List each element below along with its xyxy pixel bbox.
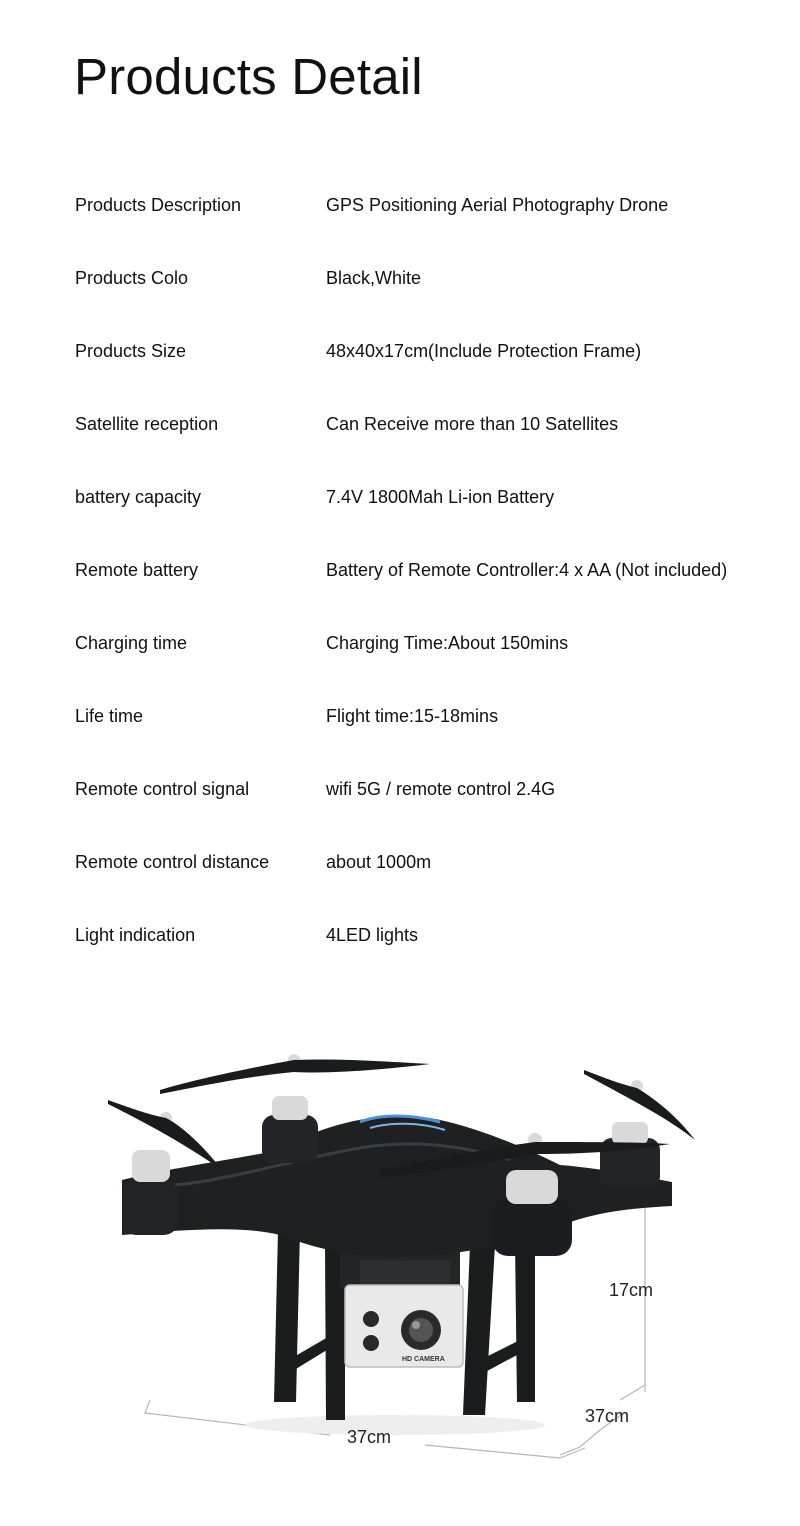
motor-silver-cap (272, 1096, 308, 1120)
spec-label: Remote control signal (75, 779, 250, 799)
motor-silver-cap (506, 1170, 558, 1204)
page-title: Products Detail (74, 48, 423, 105)
spec-label: Remote battery (75, 560, 199, 580)
landing-leg-right-front (463, 1245, 495, 1415)
spec-value: 7.4V 1800Mah Li-ion Battery (326, 487, 555, 507)
motor-pod-housing (262, 1115, 318, 1163)
spec-value: about 1000m (326, 852, 432, 872)
spec-value: 48x40x17cm(Include Protection Frame) (326, 341, 642, 361)
spec-label: Light indication (75, 925, 196, 945)
spec-row (75, 480, 795, 553)
spec-label: Remote control distance (75, 852, 270, 872)
spec-row (75, 699, 795, 772)
width-dimension-label: 37cm (347, 1427, 392, 1447)
width-dimension-right (425, 1445, 585, 1458)
motor-back-right (584, 1070, 695, 1188)
ground-shadow (245, 1415, 545, 1435)
spec-row (75, 334, 795, 407)
height-dimension-label: 17cm (609, 1280, 654, 1300)
hd-camera (345, 1285, 463, 1367)
spec-value: wifi 5G / remote control 2.4G (326, 779, 556, 799)
motor-pod-housing (122, 1180, 178, 1235)
spec-row (75, 553, 795, 626)
spec-label: Charging time (75, 633, 188, 653)
spec-row (75, 407, 795, 480)
spec-value: GPS Positioning Aerial Photography Drone (326, 195, 669, 215)
spec-value: Black,White (326, 268, 422, 288)
spec-value: Flight time:15-18mins (326, 706, 499, 726)
spec-table (75, 188, 795, 991)
drone-illustration (0, 1030, 800, 1510)
spec-value: Battery of Remote Controller:4 x AA (Not included) (326, 560, 728, 580)
depth-dimension-label: 37cm (585, 1406, 630, 1426)
landing-leg-left (274, 1230, 300, 1402)
spec-value: Can Receive more than 10 Satellites (326, 414, 619, 434)
camera-lens (409, 1318, 433, 1342)
camera-button-top (363, 1311, 379, 1327)
motor-silver-cap (132, 1150, 170, 1182)
spec-row (75, 772, 795, 845)
spec-row (75, 261, 795, 334)
spec-label: Satellite reception (75, 414, 219, 434)
spec-row (75, 626, 795, 699)
spec-label: Products Size (75, 341, 187, 361)
spec-label: Products Description (75, 195, 242, 215)
spec-label: battery capacity (75, 487, 202, 507)
drone-fuselage (122, 1116, 672, 1257)
drone-product-image (0, 1030, 800, 1510)
propeller-blade (160, 1059, 430, 1094)
motor-silver-cap (612, 1122, 648, 1144)
height-dimension-base (620, 1385, 645, 1400)
landing-leg-right-back (515, 1240, 535, 1402)
camera-label: HD CAMERA (402, 1356, 445, 1363)
motor-pod-housing (492, 1198, 572, 1256)
spec-row (75, 845, 795, 918)
spec-row (75, 918, 795, 991)
spec-label: Products Colo (75, 268, 189, 288)
spec-value: 4LED lights (326, 925, 419, 945)
drone-body (122, 1116, 672, 1257)
spec-label: Life time (75, 706, 144, 726)
spec-value: Charging Time:About 150mins (326, 633, 569, 653)
spec-row (75, 188, 795, 261)
camera-button-bottom (363, 1335, 379, 1351)
camera-lens-glint (412, 1321, 420, 1329)
